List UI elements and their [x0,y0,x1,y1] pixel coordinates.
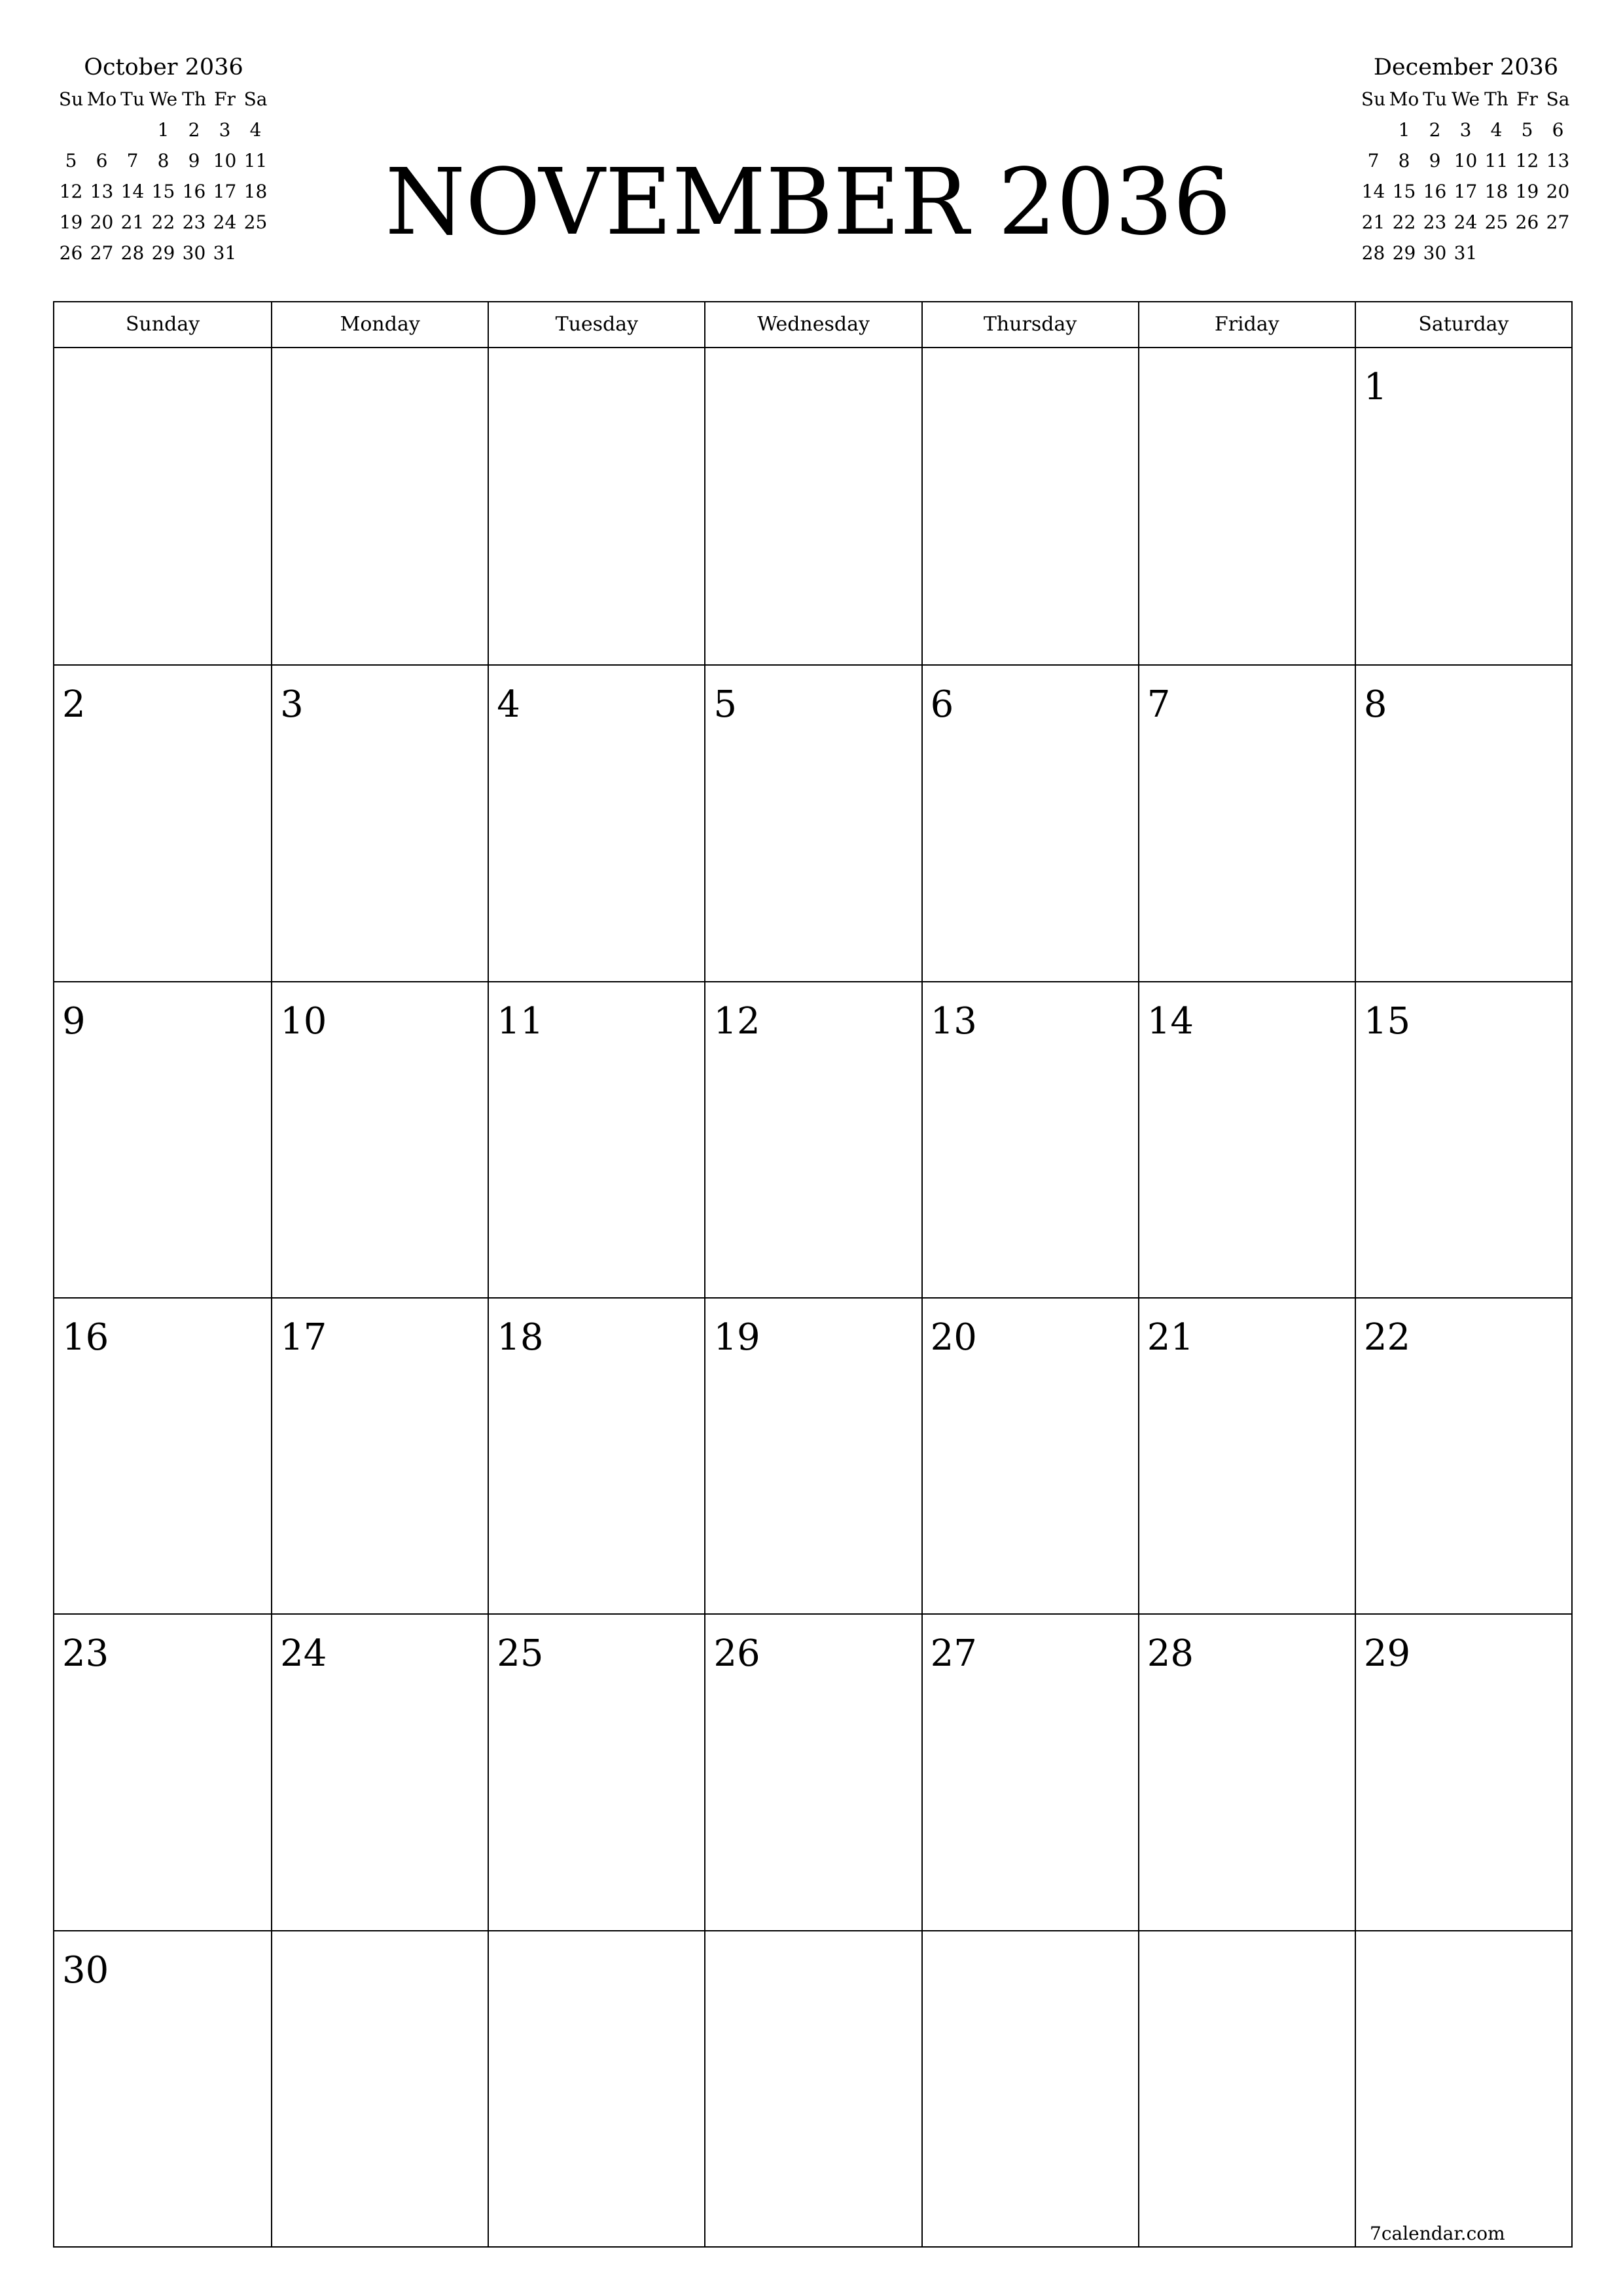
mini-day: 8 [157,150,169,171]
day-cell [1355,981,1571,1297]
day-cell [54,348,271,664]
day-cell [54,1613,271,1929]
mini-day: 6 [96,150,108,171]
mini-calendar-grid [56,84,272,268]
mini-day: 8 [1398,150,1410,171]
footer-site-name: 7calendar.com [1370,2223,1505,2244]
weekday-header [54,302,1571,348]
mini-day [1358,115,1389,145]
day-number: 7 [1147,683,1171,726]
day-number: 12 [713,999,760,1043]
month-grid [53,301,1573,2248]
mini-weekday: We [1451,88,1480,110]
day-number: 20 [930,1316,977,1359]
mini-day: 17 [1454,181,1478,202]
day-number: 28 [1147,1632,1194,1676]
day-number: 17 [280,1316,327,1359]
day-cell [1138,1297,1355,1613]
mini-day: 4 [1490,119,1503,141]
day-number: 3 [280,683,304,726]
weekday-header-sunday: Sunday [125,313,200,336]
mini-day: 27 [90,242,114,264]
day-number: 23 [62,1632,109,1676]
mini-weekday: Mo [1389,88,1419,110]
day-cell [704,1613,921,1929]
mini-day: 24 [213,211,237,233]
mini-day [117,115,148,145]
mini-day: 20 [90,211,114,233]
mini-day: 12 [59,181,83,202]
day-cell [704,981,921,1297]
mini-day: 22 [151,211,175,233]
mini-calendar-december [1358,51,1574,268]
mini-day: 28 [1361,242,1385,264]
mini-day: 11 [243,150,268,171]
day-cell [921,1613,1138,1929]
mini-day [1481,238,1512,268]
day-cell [488,1930,704,2246]
mini-day: 3 [1459,119,1472,141]
mini-day: 22 [1392,211,1416,233]
mini-day: 9 [1429,150,1441,171]
mini-calendar-title: December 2036 [1373,54,1559,81]
day-cell [1138,348,1355,664]
day-cell [1355,1297,1571,1613]
mini-day: 6 [1552,119,1564,141]
mini-day: 19 [1515,181,1539,202]
mini-day: 21 [1361,211,1385,233]
day-cell [704,1297,921,1613]
mini-day: 26 [59,242,83,264]
mini-day: 18 [243,181,268,202]
day-cell [271,664,488,980]
day-number: 24 [280,1632,327,1676]
month-grid-body [54,348,1571,2246]
day-cell [1138,981,1355,1297]
day-cell [271,1297,488,1613]
mini-day: 21 [120,211,145,233]
day-cell [1355,1613,1571,1929]
day-cell [488,1613,704,1929]
mini-day: 24 [1454,211,1478,233]
mini-day: 31 [1454,242,1478,264]
day-number: 14 [1147,999,1194,1043]
mini-day: 2 [188,119,200,141]
day-cell [271,1613,488,1929]
mini-day: 14 [1361,181,1385,202]
mini-day: 4 [249,119,262,141]
day-cell [54,981,271,1297]
weekday-header-monday: Monday [271,302,488,347]
mini-weekday: Mo [86,88,117,110]
mini-day: 15 [1392,181,1416,202]
day-number: 27 [930,1632,977,1676]
mini-day: 1 [1398,119,1410,141]
day-cell [488,664,704,980]
mini-day: 19 [59,211,83,233]
day-cell [488,348,704,664]
mini-day: 18 [1484,181,1508,202]
day-number: 9 [62,999,86,1043]
weekday-header-friday: Friday [1138,302,1355,347]
day-number: 26 [713,1632,760,1676]
mini-day: 3 [219,119,231,141]
day-cell [704,1930,921,2246]
mini-weekday: Sa [1546,88,1570,110]
day-cell [271,348,488,664]
mini-day: 5 [1521,119,1533,141]
mini-weekday: Tu [1423,88,1447,110]
mini-day: 31 [213,242,237,264]
mini-day: 29 [151,242,175,264]
day-cell [271,981,488,1297]
mini-day: 7 [126,150,139,171]
day-cell [921,1297,1138,1613]
mini-day: 28 [120,242,145,264]
day-cell [271,1930,488,2246]
day-number: 4 [497,683,520,726]
mini-day: 26 [1515,211,1539,233]
day-number: 11 [497,999,544,1043]
mini-day: 25 [243,211,268,233]
mini-weekday: Su [1361,88,1386,110]
day-cell [54,664,271,980]
mini-day: 15 [151,181,175,202]
day-cell [704,664,921,980]
page-title: NOVEMBER 2036 [385,149,1232,256]
mini-calendar-title: October 2036 [84,54,243,81]
mini-day: 23 [1423,211,1447,233]
mini-day [1512,238,1543,268]
mini-day [56,115,86,145]
mini-day: 23 [182,211,206,233]
weekday-header-saturday: Saturday [1355,302,1571,347]
mini-day: 13 [1546,150,1570,171]
mini-weekday: Th [182,88,206,110]
mini-day [86,115,117,145]
mini-weekday: Su [58,88,84,110]
day-cell [488,1297,704,1613]
mini-day: 27 [1546,211,1570,233]
mini-day: 13 [90,181,114,202]
day-number: 2 [62,683,86,726]
day-number: 13 [930,999,977,1043]
day-number: 8 [1363,683,1387,726]
day-cell [54,1297,271,1613]
mini-day: 30 [1423,242,1447,264]
day-cell [1138,1930,1355,2246]
weekday-header-wednesday: Wednesday [704,302,921,347]
mini-day: 7 [1367,150,1380,171]
day-cell [54,1930,271,2246]
day-number: 15 [1363,999,1411,1043]
day-cell [704,348,921,664]
mini-day: 17 [213,181,237,202]
day-cell [1355,664,1571,980]
mini-day: 10 [213,150,237,171]
mini-weekday: Th [1484,88,1508,110]
day-cell [1138,1613,1355,1929]
mini-day: 11 [1484,150,1508,171]
weekday-header-tuesday: Tuesday [488,302,704,347]
day-number: 21 [1147,1316,1194,1359]
day-cell [921,1930,1138,2246]
mini-weekday: We [149,88,178,110]
day-cell [488,981,704,1297]
mini-day: 29 [1392,242,1416,264]
day-number: 5 [713,683,738,726]
mini-day: 5 [65,150,77,171]
day-number: 6 [930,683,954,726]
day-number: 30 [62,1948,109,1992]
mini-day: 25 [1484,211,1508,233]
mini-weekday: Fr [214,88,236,110]
mini-weekday: Fr [1516,88,1538,110]
day-cell [921,348,1138,664]
mini-day: 14 [120,181,145,202]
day-number: 16 [62,1316,109,1359]
mini-day: 20 [1546,181,1570,202]
mini-day: 12 [1515,150,1539,171]
day-number: 29 [1363,1632,1411,1676]
day-number: 1 [1363,366,1387,408]
mini-calendar-grid [1358,84,1574,268]
day-cell [1355,1930,1571,2246]
mini-day: 16 [182,181,206,202]
mini-weekday: Tu [120,88,145,110]
mini-day: 10 [1454,150,1478,171]
day-cell [1138,664,1355,980]
weekday-header-thursday: Thursday [921,302,1138,347]
mini-weekday: Sa [243,88,268,110]
day-number: 22 [1363,1316,1411,1359]
mini-day: 2 [1429,119,1441,141]
mini-day: 16 [1423,181,1447,202]
day-number: 19 [713,1316,760,1359]
mini-day: 30 [182,242,206,264]
mini-day: 9 [188,150,200,171]
mini-day [1543,238,1573,268]
day-number: 18 [497,1316,544,1359]
day-cell [921,981,1138,1297]
day-number: 25 [497,1632,544,1676]
mini-day: 1 [157,119,169,141]
day-number: 10 [280,999,327,1043]
mini-calendar-october [56,51,272,268]
day-cell [921,664,1138,980]
day-cell [1355,348,1571,664]
